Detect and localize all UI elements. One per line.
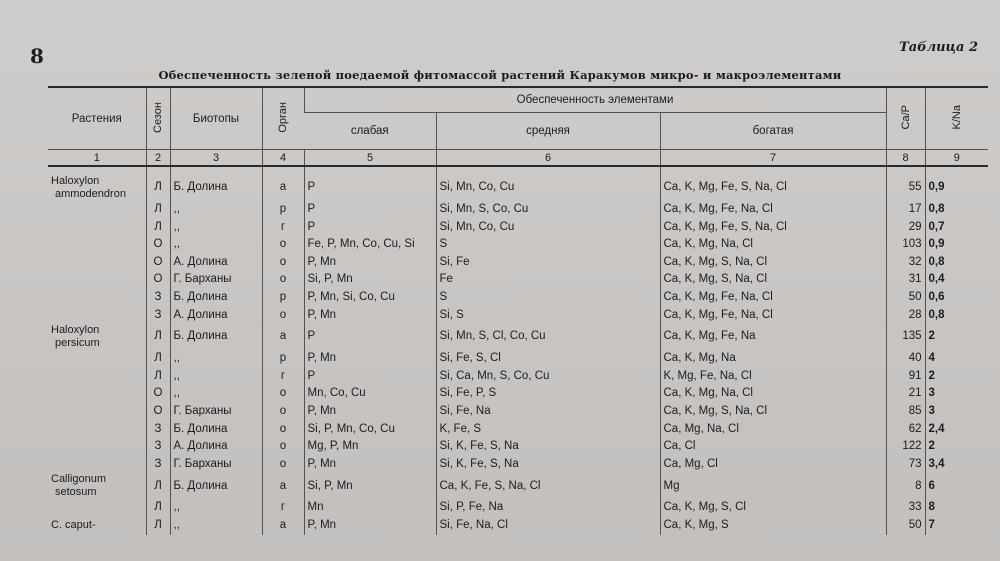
cell-plant [48, 350, 146, 368]
cell-rich: Ca, Mg, Cl [660, 456, 886, 474]
cell-weak: P, Mn [304, 403, 436, 421]
cell-plant [48, 499, 146, 517]
table-row [48, 236, 988, 254]
cell-weak: P, Mn, Si, Co, Cu [304, 289, 436, 307]
table-row [48, 473, 988, 499]
cell-k-na: 2 [925, 324, 988, 350]
cell-rich: Ca, K, Mg, S, Cl [660, 499, 886, 517]
cell-rich: Ca, Mg, Na, Cl [660, 421, 886, 439]
col-number: 2 [146, 150, 170, 167]
cell-rich: Ca, K, Mg, Fe, Na, Cl [660, 289, 886, 307]
cell-k-na: 3 [925, 403, 988, 421]
cell-ca-p: 29 [886, 219, 925, 237]
col-number: 6 [436, 150, 660, 167]
col-number: 7 [660, 150, 886, 167]
cell-plant [48, 517, 146, 535]
cell-biotope: ,, [170, 499, 262, 517]
cell-organ: г [262, 219, 304, 237]
cell-k-na: 3,4 [925, 456, 988, 474]
cell-rich: Ca, K, Mg, S, Na, Cl [660, 271, 886, 289]
cell-biotope: Г. Барханы [170, 456, 262, 474]
cell-ca-p: 122 [886, 438, 925, 456]
cell-weak: P [304, 324, 436, 350]
cell-medium: Si, K, Fe, S, Na [436, 438, 660, 456]
table-row [48, 271, 988, 289]
cell-rich: Ca, K, Mg, Fe, S, Na, Cl [660, 166, 886, 201]
cell-weak: P, Mn [304, 254, 436, 272]
cell-plant [48, 307, 146, 325]
cell-season: Л [146, 350, 170, 368]
cell-ca-p: 28 [886, 307, 925, 325]
col-number: 3 [170, 150, 262, 167]
cell-organ: р [262, 350, 304, 368]
cell-biotope: ,, [170, 368, 262, 386]
header-ca-p [886, 87, 925, 150]
cell-medium: Si, P, Fe, Na [436, 499, 660, 517]
header-k-na-label: K/Na [950, 104, 963, 130]
elements-table [48, 86, 988, 535]
cell-plant [48, 438, 146, 456]
plant-name-line: ammodendron [55, 188, 126, 200]
cell-plant [48, 421, 146, 439]
cell-weak: Si, P, Mn [304, 473, 436, 499]
cell-season: Л [146, 201, 170, 219]
cell-organ: о [262, 403, 304, 421]
cell-season: О [146, 385, 170, 403]
cell-medium: Si, Mn, Co, Cu [436, 219, 660, 237]
cell-weak: Mn [304, 499, 436, 517]
cell-season: Л [146, 166, 170, 201]
cell-medium: S [436, 289, 660, 307]
cell-k-na: 0,7 [925, 219, 988, 237]
cell-organ: а [262, 324, 304, 350]
cell-season: О [146, 254, 170, 272]
cell-weak: P, Mn [304, 456, 436, 474]
cell-ca-p: 8 [886, 473, 925, 499]
table-body [48, 166, 988, 535]
cell-medium: Si, Mn, S, Cl, Co, Cu [436, 324, 660, 350]
cell-weak: P, Mn [304, 517, 436, 535]
header-plants: Растения [48, 87, 146, 150]
cell-organ: о [262, 236, 304, 254]
cell-medium: Si, K, Fe, S, Na [436, 456, 660, 474]
cell-medium: Si, Fe [436, 254, 660, 272]
cell-plant [48, 201, 146, 219]
cell-season: З [146, 307, 170, 325]
cell-weak: Fe, P, Mn, Co, Cu, Si [304, 236, 436, 254]
cell-weak: P [304, 368, 436, 386]
cell-organ: р [262, 289, 304, 307]
table-caption: Обеспеченность зеленой поедаемой фитомассой растений Каракумов микро- и макроэлементами [158, 68, 842, 82]
cell-ca-p: 135 [886, 324, 925, 350]
plant-name-line: Haloxylon [51, 324, 100, 337]
cell-rich: Ca, K, Mg, Fe, Na [660, 324, 886, 350]
cell-weak: Mn, Co, Cu [304, 385, 436, 403]
cell-biotope: ,, [170, 385, 262, 403]
cell-rich: Ca, K, Mg, Na, Cl [660, 385, 886, 403]
cell-organ: о [262, 271, 304, 289]
cell-biotope: Б. Долина [170, 324, 262, 350]
cell-medium: K, Fe, S [436, 421, 660, 439]
cell-rich: Ca, K, Mg, Na [660, 350, 886, 368]
cell-weak: Si, P, Mn [304, 271, 436, 289]
cell-biotope: ,, [170, 219, 262, 237]
cell-season: О [146, 236, 170, 254]
cell-plant [48, 473, 146, 499]
cell-ca-p: 73 [886, 456, 925, 474]
table-row [48, 166, 988, 201]
cell-organ: о [262, 385, 304, 403]
col-number: 5 [304, 150, 436, 167]
header-season [146, 87, 170, 150]
cell-ca-p: 62 [886, 421, 925, 439]
cell-biotope: ,, [170, 201, 262, 219]
header-season-label: Сезон [152, 101, 164, 133]
cell-biotope: Б. Долина [170, 289, 262, 307]
cell-weak: P, Mn [304, 350, 436, 368]
cell-k-na: 2,4 [925, 421, 988, 439]
cell-biotope: ,, [170, 350, 262, 368]
cell-organ: о [262, 421, 304, 439]
cell-weak: P [304, 219, 436, 237]
cell-ca-p: 50 [886, 289, 925, 307]
header-rich: богатая [660, 113, 886, 150]
cell-weak: P [304, 166, 436, 201]
cell-season: З [146, 438, 170, 456]
col-number: 8 [886, 150, 925, 167]
cell-k-na: 8 [925, 499, 988, 517]
cell-rich: Ca, Cl [660, 438, 886, 456]
cell-rich: Mg [660, 473, 886, 499]
cell-organ: о [262, 456, 304, 474]
cell-k-na: 3 [925, 385, 988, 403]
header-biotopes: Биотопы [170, 87, 262, 150]
table-row [48, 201, 988, 219]
table-row [48, 307, 988, 325]
cell-season: Л [146, 368, 170, 386]
cell-medium: Si, Mn, S, Co, Cu [436, 201, 660, 219]
cell-medium: Si, Fe, Na, Cl [436, 517, 660, 535]
cell-rich: K, Mg, Fe, Na, Cl [660, 368, 886, 386]
cell-plant [48, 219, 146, 237]
cell-medium: Si, Fe, S, Cl [436, 350, 660, 368]
cell-organ: о [262, 438, 304, 456]
cell-k-na: 7 [925, 517, 988, 535]
cell-season: О [146, 403, 170, 421]
header-organ-label: Орган [277, 101, 289, 133]
col-number: 4 [262, 150, 304, 167]
plant-name-line: persicum [55, 337, 100, 350]
cell-organ: о [262, 307, 304, 325]
cell-rich: Ca, K, Mg, Fe, Na, Cl [660, 201, 886, 219]
page-number: 8 [30, 44, 44, 68]
cell-ca-p: 21 [886, 385, 925, 403]
table-row [48, 385, 988, 403]
cell-plant [48, 368, 146, 386]
cell-k-na: 2 [925, 438, 988, 456]
cell-k-na: 0,8 [925, 254, 988, 272]
cell-plant [48, 324, 146, 350]
cell-biotope: Г. Барханы [170, 271, 262, 289]
cell-medium: Si, S [436, 307, 660, 325]
cell-season: Л [146, 473, 170, 499]
cell-medium: Ca, K, Fe, S, Na, Cl [436, 473, 660, 499]
table-row [48, 289, 988, 307]
header-organ [262, 87, 304, 150]
cell-biotope: А. Долина [170, 254, 262, 272]
cell-k-na: 0,8 [925, 307, 988, 325]
cell-medium: Fe [436, 271, 660, 289]
cell-plant [48, 166, 146, 201]
cell-season: Л [146, 499, 170, 517]
column-number-row [48, 150, 988, 167]
cell-weak: Mg, P, Mn [304, 438, 436, 456]
cell-medium: Si, Mn, Co, Cu [436, 166, 660, 201]
cell-ca-p: 32 [886, 254, 925, 272]
header-medium: средняя [436, 113, 660, 150]
header-ca-p-label: Ca/P [899, 104, 912, 130]
cell-biotope: А. Долина [170, 307, 262, 325]
cell-plant [48, 385, 146, 403]
col-number: 1 [48, 150, 146, 167]
cell-rich: Ca, K, Mg, S, Na, Cl [660, 254, 886, 272]
cell-biotope: Б. Долина [170, 473, 262, 499]
cell-ca-p: 17 [886, 201, 925, 219]
cell-plant [48, 456, 146, 474]
header-k-na [925, 87, 988, 150]
cell-medium: Si, Fe, Na [436, 403, 660, 421]
cell-season: Л [146, 219, 170, 237]
cell-ca-p: 33 [886, 499, 925, 517]
cell-rich: Ca, K, Mg, S [660, 517, 886, 535]
cell-k-na: 0,6 [925, 289, 988, 307]
cell-biotope: ,, [170, 236, 262, 254]
cell-weak: Si, P, Mn, Co, Cu [304, 421, 436, 439]
cell-k-na: 0,9 [925, 236, 988, 254]
header-supply: Обеспеченность элементами [304, 87, 886, 113]
cell-season: Л [146, 324, 170, 350]
cell-season: З [146, 289, 170, 307]
cell-organ: а [262, 517, 304, 535]
cell-ca-p: 50 [886, 517, 925, 535]
cell-organ: г [262, 368, 304, 386]
plant-name-line: setosum [55, 486, 97, 499]
cell-k-na: 0,9 [925, 166, 988, 201]
cell-ca-p: 55 [886, 166, 925, 201]
cell-ca-p: 40 [886, 350, 925, 368]
cell-weak: P, Mn [304, 307, 436, 325]
header-weak: слабая [304, 113, 436, 150]
col-number: 9 [925, 150, 988, 167]
cell-k-na: 4 [925, 350, 988, 368]
cell-biotope: Б. Долина [170, 166, 262, 201]
cell-k-na: 0,8 [925, 201, 988, 219]
cell-organ: г [262, 499, 304, 517]
cell-rich: Ca, K, Mg, Fe, Na, Cl [660, 307, 886, 325]
cell-organ: о [262, 254, 304, 272]
table-row [48, 517, 988, 535]
cell-rich: Ca, K, Mg, Na, Cl [660, 236, 886, 254]
plant-name-line: Haloxylon [51, 175, 100, 187]
cell-season: О [146, 271, 170, 289]
cell-biotope: Б. Долина [170, 421, 262, 439]
table-row [48, 456, 988, 474]
cell-ca-p: 91 [886, 368, 925, 386]
cell-plant [48, 403, 146, 421]
cell-medium: Si, Ca, Mn, S, Co, Cu [436, 368, 660, 386]
table-row [48, 499, 988, 517]
cell-biotope: А. Долина [170, 438, 262, 456]
cell-plant [48, 289, 146, 307]
table-row [48, 403, 988, 421]
cell-season: Л [146, 517, 170, 535]
plant-name-line: C. caput- [51, 519, 96, 532]
cell-medium: S [436, 236, 660, 254]
cell-k-na: 6 [925, 473, 988, 499]
cell-biotope: ,, [170, 517, 262, 535]
cell-weak: P [304, 201, 436, 219]
cell-plant [48, 271, 146, 289]
cell-organ: а [262, 166, 304, 201]
cell-plant [48, 236, 146, 254]
table-label: Таблица 2 [899, 40, 978, 55]
cell-season: З [146, 421, 170, 439]
cell-k-na: 2 [925, 368, 988, 386]
cell-season: З [146, 456, 170, 474]
table-row [48, 219, 988, 237]
header-row-top [48, 87, 988, 113]
plant-name-line: Calligonum [51, 473, 107, 486]
table-row [48, 324, 988, 350]
table-row [48, 438, 988, 456]
cell-ca-p: 31 [886, 271, 925, 289]
cell-organ: р [262, 201, 304, 219]
cell-rich: Ca, K, Mg, Fe, S, Na, Cl [660, 219, 886, 237]
table-row [48, 350, 988, 368]
cell-plant [48, 254, 146, 272]
cell-ca-p: 103 [886, 236, 925, 254]
cell-organ: а [262, 473, 304, 499]
cell-k-na: 0,4 [925, 271, 988, 289]
table-row [48, 254, 988, 272]
cell-biotope: Г. Барханы [170, 403, 262, 421]
table-row [48, 421, 988, 439]
table-row [48, 368, 988, 386]
cell-ca-p: 85 [886, 403, 925, 421]
cell-medium: Si, Fe, P, S [436, 385, 660, 403]
cell-rich: Ca, K, Mg, S, Na, Cl [660, 403, 886, 421]
